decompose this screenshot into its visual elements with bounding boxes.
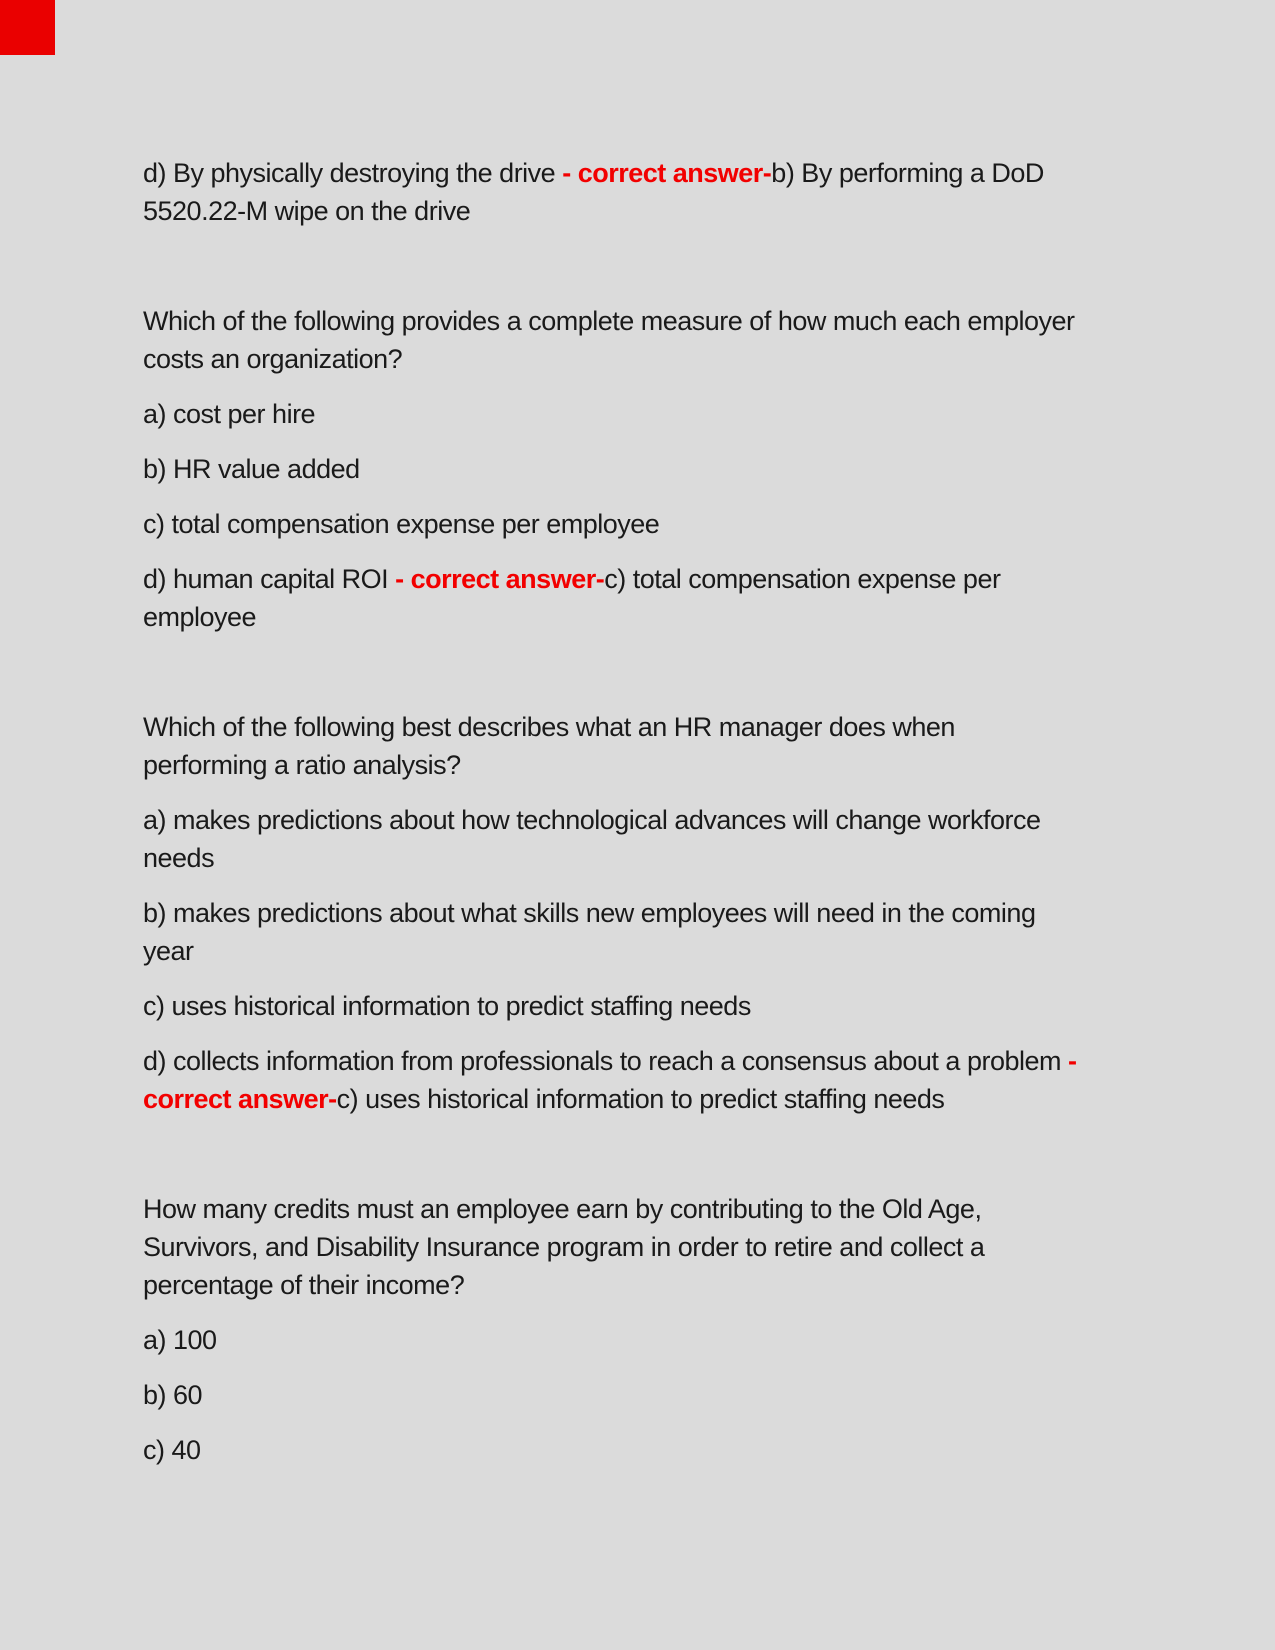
text-line: [143, 1042, 1153, 1080]
text-line: [143, 154, 1153, 192]
paragraph: [143, 1042, 1153, 1118]
correct-answer-label: - correct answer-: [395, 564, 605, 594]
text-segment: How many credits must an employee earn by contributing to the Old Age,: [143, 1194, 982, 1224]
text-line: [143, 1228, 1153, 1266]
text-segment: 5520.22-M wipe on the drive: [143, 196, 471, 226]
paragraph-spacer: [143, 653, 1153, 691]
text-segment: Which of the following best describes what an HR manager does when: [143, 712, 955, 742]
text-line: [143, 1321, 1153, 1359]
text-segment: b) makes predictions about what skills new employees will need in the coming: [143, 898, 1036, 928]
text-segment: b) 60: [143, 1380, 203, 1410]
text-segment: a) 100: [143, 1325, 217, 1355]
text-line: [143, 987, 1153, 1025]
paragraph: [143, 154, 1153, 230]
text-segment: c) uses historical information to predict staffing needs: [143, 991, 751, 1021]
text-line: [143, 450, 1153, 488]
text-segment: a) cost per hire: [143, 399, 316, 429]
paragraph: [143, 1190, 1153, 1304]
text-line: [143, 801, 1153, 839]
paragraph-spacer: [143, 247, 1153, 285]
text-segment: c) total compensation expense per: [604, 564, 1001, 594]
text-line: [143, 302, 1153, 340]
text-segment: percentage of their income?: [143, 1270, 465, 1300]
text-line: [143, 598, 1153, 636]
paragraph: [143, 395, 1153, 433]
document-content: [143, 154, 1153, 1486]
text-line: [143, 839, 1153, 877]
text-segment: performing a ratio analysis?: [143, 750, 461, 780]
paragraph: [143, 560, 1153, 636]
text-segment: needs: [143, 843, 215, 873]
correct-answer-label: -: [1068, 1046, 1077, 1076]
correct-answer-label: - correct answer-: [562, 158, 772, 188]
text-segment: c) 40: [143, 1435, 201, 1465]
red-corner-marker: [0, 0, 55, 55]
text-line: [143, 192, 1153, 230]
paragraph-spacer: [143, 1135, 1153, 1173]
text-line: [143, 505, 1153, 543]
text-segment: d) collects information from professionals to reach a consensus about a problem: [143, 1046, 1068, 1076]
text-segment: Survivors, and Disability Insurance program in order to retire and collect a: [143, 1232, 985, 1262]
text-segment: d) human capital ROI: [143, 564, 396, 594]
text-segment: c) uses historical information to predict staffing needs: [336, 1084, 945, 1114]
text-segment: costs an organization?: [143, 344, 403, 374]
paragraph: [143, 801, 1153, 877]
text-segment: a) makes predictions about how technological advances will change workforce: [143, 805, 1041, 835]
text-line: [143, 1266, 1153, 1304]
text-line: [143, 340, 1153, 378]
text-segment: Which of the following provides a complete measure of how much each employer: [143, 306, 1075, 336]
text-line: [143, 1080, 1153, 1118]
text-line: [143, 560, 1153, 598]
correct-answer-label: correct answer-: [143, 1084, 337, 1114]
text-line: [143, 932, 1153, 970]
text-line: [143, 395, 1153, 433]
paragraph: [143, 708, 1153, 784]
paragraph: [143, 1431, 1153, 1469]
paragraph: [143, 302, 1153, 378]
paragraph: [143, 894, 1153, 970]
text-segment: b) By performing a DoD: [771, 158, 1044, 188]
text-line: [143, 894, 1153, 932]
paragraph: [143, 987, 1153, 1025]
text-segment: year: [143, 936, 194, 966]
text-line: [143, 1431, 1153, 1469]
text-line: [143, 746, 1153, 784]
text-segment: employee: [143, 602, 257, 632]
text-line: [143, 1190, 1153, 1228]
paragraph: [143, 1376, 1153, 1414]
text-segment: c) total compensation expense per employee: [143, 509, 660, 539]
text-segment: d) By physically destroying the drive: [143, 158, 563, 188]
text-line: [143, 708, 1153, 746]
text-segment: b) HR value added: [143, 454, 360, 484]
text-line: [143, 1376, 1153, 1414]
paragraph: [143, 505, 1153, 543]
paragraph: [143, 1321, 1153, 1359]
paragraph: [143, 450, 1153, 488]
